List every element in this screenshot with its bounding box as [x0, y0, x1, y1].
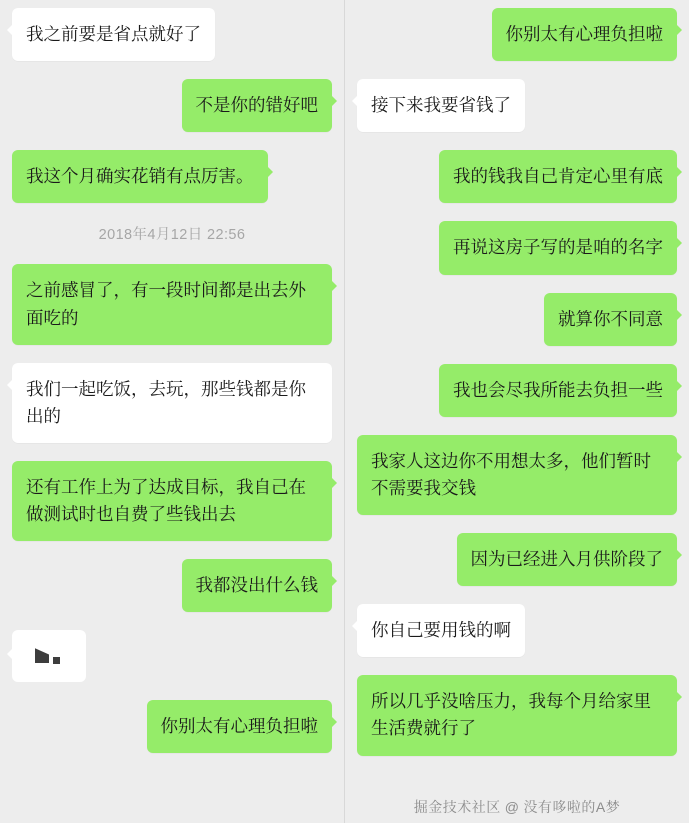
message-bubble-incoming[interactable]: 我们一起吃饭，去玩，那些钱都是你出的 — [12, 363, 332, 443]
message-bubble-outgoing[interactable]: 还有工作上为了达成目标，我自己在做测试时也自费了些钱出去 — [12, 461, 332, 541]
message-row — [0, 363, 344, 443]
message-bubble-outgoing[interactable]: 再说这房子写的是咱的名字 — [439, 221, 677, 274]
right-message-list — [345, 0, 689, 756]
message-row — [0, 221, 344, 246]
message-bubble-outgoing[interactable]: 不是你的错好吧 — [182, 79, 333, 132]
message-row — [0, 264, 344, 344]
watermark-separator: @ — [504, 799, 520, 815]
message-bubble-outgoing[interactable]: 你别太有心理负担啦 — [492, 8, 678, 61]
message-bubble-incoming[interactable]: 我之前要是省点就好了 — [12, 8, 215, 61]
message-row — [0, 700, 344, 753]
message-row — [0, 461, 344, 541]
message-row — [345, 675, 689, 755]
right-chat-pane — [345, 0, 689, 823]
message-row — [345, 604, 689, 657]
message-row — [0, 8, 344, 61]
message-row — [345, 293, 689, 346]
message-bubble-outgoing[interactable]: 我的钱我自己肯定心里有底 — [439, 150, 677, 203]
message-row — [0, 630, 344, 682]
message-row — [0, 150, 344, 203]
message-row — [0, 79, 344, 132]
message-bubble-incoming[interactable]: 你自己要用钱的啊 — [357, 604, 525, 657]
message-bubble-outgoing[interactable]: 我家人这边你不用想太多，他们暂时不需要我交钱 — [357, 435, 677, 515]
message-bubble-outgoing[interactable]: 我也会尽我所能去负担一些 — [439, 364, 677, 417]
message-row — [345, 8, 689, 61]
watermark-community: 掘金技术社区 — [413, 799, 501, 815]
message-bubble-outgoing[interactable]: 你别太有心理负担啦 — [147, 700, 333, 753]
message-row — [345, 221, 689, 274]
message-row — [345, 79, 689, 132]
message-row — [345, 364, 689, 417]
message-bubble-outgoing[interactable]: 所以几乎没啥压力，我每个月给家里生活费就行了 — [357, 675, 677, 755]
message-row — [345, 150, 689, 203]
watermark — [345, 797, 689, 817]
sticker-icon — [35, 648, 63, 664]
message-bubble-outgoing[interactable]: 之前感冒了，有一段时间都是出去外面吃的 — [12, 264, 332, 344]
message-bubble-outgoing[interactable]: 我这个月确实花销有点厉害。 — [12, 150, 268, 203]
watermark-author: 没有哆啦的A梦 — [523, 799, 621, 815]
message-row — [0, 559, 344, 612]
message-bubble-outgoing[interactable]: 我都没出什么钱 — [182, 559, 333, 612]
message-row — [345, 435, 689, 515]
left-message-list — [0, 0, 344, 753]
message-bubble-incoming[interactable]: 接下来我要省钱了 — [357, 79, 525, 132]
sticker-bubble[interactable] — [12, 630, 86, 682]
message-bubble-outgoing[interactable]: 因为已经进入月供阶段了 — [457, 533, 678, 586]
message-bubble-outgoing[interactable]: 就算你不同意 — [544, 293, 677, 346]
message-row — [345, 533, 689, 586]
timestamp-divider: 2018年4月12日 22:56 — [98, 227, 246, 244]
